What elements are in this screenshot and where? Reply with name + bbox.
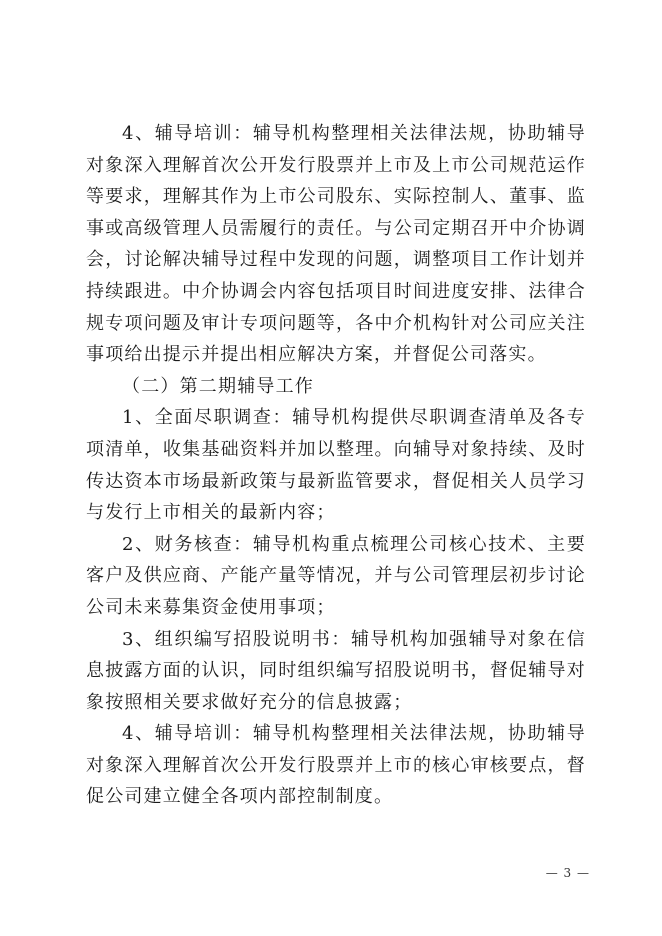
paragraph-prospectus-drafting: 3、组织编写招股说明书：辅导机构加强辅导对象在信息披露方面的认识，同时组织编写招股说明书，督促辅导对象按照相关要求做好充分的信息披露；: [86, 628, 586, 713]
section-heading-phase2: （二）第二期辅导工作: [122, 375, 314, 397]
paragraph-due-diligence: 1、全面尽职调查：辅导机构提供尽职调查清单及各专项清单，收集基础资料并加以整理。向辅导对象持续、及时传达资本市场最新政策与最新监管要求，督促相关人员学习与发行上市相关的最新内容；: [86, 407, 586, 524]
document-body: [86, 118, 586, 813]
page-number: — 3 —: [545, 866, 590, 880]
paragraph-counseling-training-phase2: 4、辅导培训：辅导机构整理相关法律法规，协助辅导对象深入理解首次公开发行股票并上市的核心审核要点，督促公司建立健全各项内部控制制度。: [86, 723, 586, 808]
paragraph-financial-review: 2、财务核查：辅导机构重点梳理公司核心技术、主要客户及供应商、产能产量等情况，并与公司管理层初步讨论公司未来募集资金使用事项；: [86, 533, 586, 618]
paragraph-counseling-training-phase1: 4、辅导培训：辅导机构整理相关法律法规，协助辅导对象深入理解首次公开发行股票并上市及上市公司规范运作等要求，理解其作为上市公司股东、实际控制人、董事、监事或高级管理人员需履行的责任。与公司定期召开中介协调会，讨论解决辅导过程中发现的问题，调整项目工作计划并持续跟进。中介协调会内容包括项目时间进度安排、法律合规专项问题及审计专项问题等，各中介机构针对公司应关注事项给出提示并提出相应解决方案，并督促公司落实。: [86, 123, 586, 366]
